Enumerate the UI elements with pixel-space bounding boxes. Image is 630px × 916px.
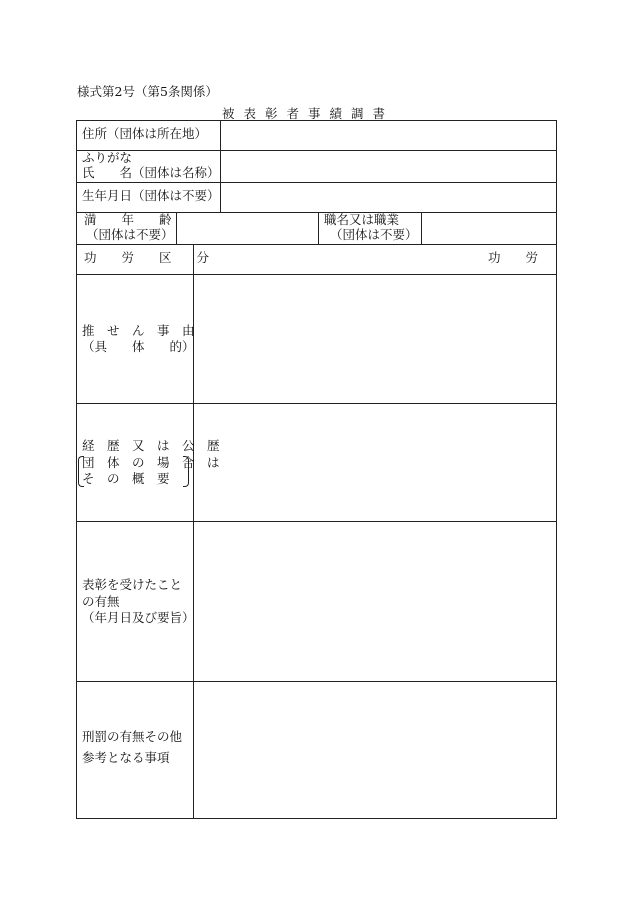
recommendation-reason-sublabel: （具 体 的）	[82, 339, 195, 354]
career-label: 経 歴 又 は 公 歴	[82, 438, 220, 453]
penalty-label: 刑罰の有無その他	[82, 729, 183, 744]
address-label: 住所（団体は所在地）	[82, 126, 208, 141]
column-divider	[318, 212, 319, 244]
age-label: 満 年 齢	[84, 212, 172, 227]
furigana-label: ふりがな	[82, 150, 133, 165]
left-bracket	[78, 456, 84, 487]
merit-category-label: 功 労 区 分	[84, 250, 210, 265]
occupation-note: （団体は不要）	[330, 227, 418, 242]
career-field[interactable]	[194, 404, 556, 521]
penalty-label-2: 参考となる事項	[82, 750, 170, 765]
awards-label-3: （年月日及び要旨）	[82, 610, 195, 625]
row-divider	[76, 244, 557, 245]
form-number: 様式第2号（第5条関係）	[77, 84, 218, 99]
career-sublabel: 団 体 の 場 合 は	[82, 455, 220, 470]
birth-date-field[interactable]	[221, 183, 556, 212]
address-field[interactable]	[221, 121, 556, 150]
penalty-field[interactable]	[194, 682, 556, 818]
recommendation-reason-label: 推 せ ん 事 由	[82, 323, 195, 338]
awards-label-2: の有無	[82, 594, 120, 609]
occupation-label: 職名又は職業	[324, 212, 400, 227]
right-bracket	[183, 456, 189, 487]
awards-label: 表彰を受けたこと	[82, 577, 183, 592]
recommendation-reason-field[interactable]	[194, 275, 556, 403]
merit-category-value: 功 労	[488, 250, 539, 265]
birth-date-label: 生年月日（団体は不要）	[82, 188, 220, 203]
form-title: 被表彰者事績調書	[222, 106, 395, 121]
name-label: 氏 名（団体は名称）	[82, 165, 220, 180]
occupation-field[interactable]	[422, 213, 556, 244]
name-field[interactable]	[221, 151, 556, 182]
age-field[interactable]	[177, 213, 318, 244]
career-sublabel-2: そ の 概 要	[82, 471, 170, 486]
awards-field[interactable]	[194, 522, 556, 681]
age-note: （団体は不要）	[86, 227, 174, 242]
